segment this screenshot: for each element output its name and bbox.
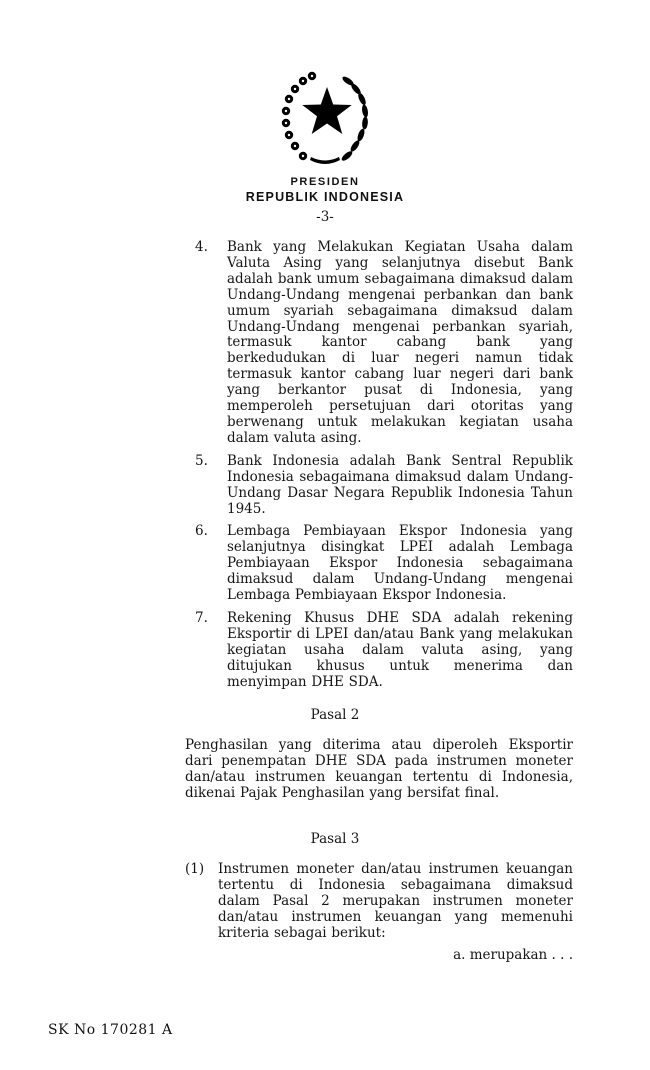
- page-number: -3-: [316, 209, 334, 225]
- definition-text: Bank yang Melakukan Kegiatan Usaha dalam Valuta Asing yang selanjutnya disebut Bank adalah bank umum sebagaimana dimaksud dalam Undang-Undang mengenai perbankan dan bank umum syariah sebagaimana dimaksud dalam Undang-Undang mengenai perbankan syariah, termasuk kantor cabang bank yang berkedudukan di luar negeri namun tidak termasuk kantor cabang luar negeri dari bank yang berkantor pusat di Indonesia, yang memperoleh persetujuan dari otoritas yang berwenang untuk melakukan kegiatan usaha dalam valuta asing.: [227, 239, 573, 446]
- sk-number: SK No 170281 A: [48, 1022, 173, 1038]
- definition-number: 4.: [195, 239, 208, 255]
- definition-number: 5.: [195, 452, 208, 469]
- catchword: a. merupakan . . .: [453, 947, 573, 964]
- letterhead-line1: PRESIDEN: [290, 176, 360, 188]
- letterhead-line2: REPUBLIK INDONESIA: [245, 190, 405, 204]
- sub-item-number: (1): [185, 860, 205, 877]
- star-icon: [302, 87, 351, 134]
- definition-text: Bank Indonesia adalah Bank Sentral Republik Indonesia sebagaimana dimaksud dalam Undang-Undang Dasar Negara Republik Indonesia Tahun 1945.: [227, 452, 573, 517]
- pasal-3-item-1: [185, 862, 573, 942]
- sub-item-text: Instrumen moneter dan/atau instrumen keuangan tertentu di Indonesia sebagaimana dimaksud dalam Pasal 2 merupakan instrumen moneter dan/atau instrumen keuangan yang memenuhi kriteria sebagai berikut:: [218, 860, 573, 941]
- pasal-3-heading: Pasal 3: [310, 831, 360, 847]
- document-page: [0, 70, 650, 1070]
- definition-number: 6.: [195, 523, 208, 540]
- definition-item-5: [185, 454, 573, 518]
- presidential-emblem: [277, 70, 373, 170]
- definition-item-4: [185, 240, 573, 447]
- definition-text: Rekening Khusus DHE SDA adalah rekening Eksportir di LPEI dan/atau Bank yang melakukan kegiatan usaha dalam valuta asing, yang ditujukan khusus untuk menerima dan menyimpan DHE SDA.: [227, 609, 573, 690]
- definition-item-6: [185, 524, 573, 604]
- pasal-2-heading: Pasal 2: [310, 707, 360, 724]
- letterhead: [0, 176, 650, 204]
- definition-item-7: [185, 611, 573, 691]
- pasal-2-body: Penghasilan yang diterima atau diperoleh Eksportir dari penempatan DHE SDA pada instrumen moneter dan/atau instrumen keuangan tertentu di Indonesia, dikenai Pajak Penghasilan yang bersifat final.: [185, 737, 573, 802]
- definition-number: 7.: [195, 609, 208, 626]
- document-body: [185, 240, 573, 964]
- definition-text: Lembaga Pembiayaan Ekspor Indonesia yang selanjutnya disingkat LPEI adalah Lembaga Pembiayaan Ekspor Indonesia sebagaimana dimaksud dalam Undang-Undang mengenai Lembaga Pembiayaan Ekspor Indonesia.: [227, 523, 573, 604]
